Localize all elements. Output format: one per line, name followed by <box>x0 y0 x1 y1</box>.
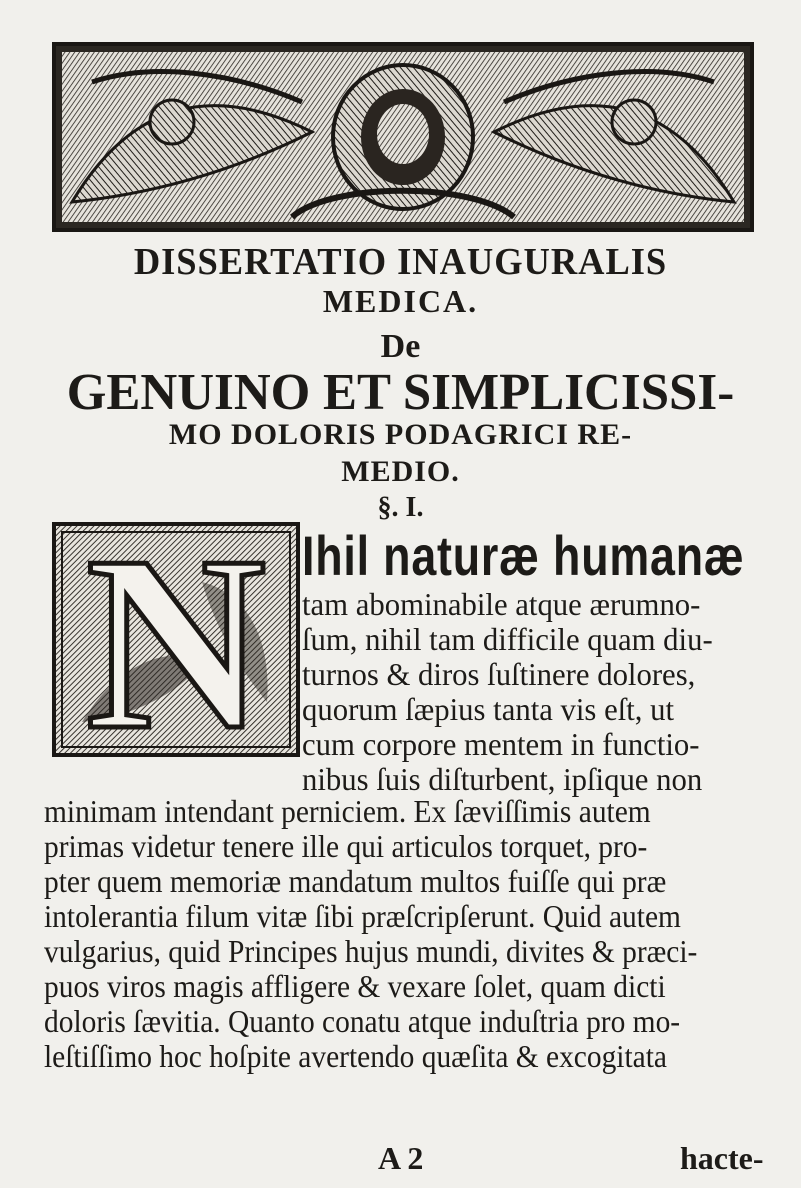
title-line-1: DISSERTATIO INAUGURALIS <box>133 241 668 283</box>
body-line: primas videtur tenere ille qui articulos torquet, pro- <box>44 828 648 864</box>
title-line-4: GENUINO ET SIMPLICISSI- <box>66 364 735 421</box>
title-line-5: MO DOLORIS PODAGRICI RE- <box>168 418 633 451</box>
body-line: quorum ſæpius tanta vis eſt, ut <box>302 691 675 727</box>
body-line: cum corpore mentem in functio- <box>302 726 700 762</box>
decorated-initial <box>52 522 300 757</box>
body-line: vulgarius, quid Principes hujus mundi, divites & præci- <box>44 933 698 969</box>
signature-mark: A 2 <box>378 1140 424 1176</box>
body-line: pter quem memoriæ mandatum multos fuiſſe qui præ <box>44 863 667 899</box>
section-heading: §. I. <box>377 492 424 523</box>
body-line: ſum, nihil tam difficile quam diu- <box>302 621 713 657</box>
body-line: minimam intendant perniciem. Ex ſæviſſimis autem <box>44 793 651 829</box>
catchword: hacte- <box>680 1140 764 1176</box>
body-line: turnos & diros ſuſtinere dolores, <box>302 656 696 692</box>
body-line: Ihil naturæ humanæ <box>302 524 745 587</box>
body-line: puos viros magis affligere & vexare ſolet, quam dicti <box>44 968 666 1004</box>
title-line-2: MEDICA. <box>322 283 479 319</box>
body-line: leſtiſſimo hoc hoſpite avertendo quæſita & excogitata <box>44 1038 667 1074</box>
title-line-6: MEDIO. <box>341 455 460 488</box>
body-line: doloris ſævitia. Quanto conatu atque induſtria pro mo- <box>44 1003 681 1039</box>
body-line: tam abominabile atque ærumno- <box>302 586 701 622</box>
body-line: nibus ſuis diſturbent, ipſique non <box>302 761 703 797</box>
initial-letter: N <box>85 522 267 757</box>
ornamental-headpiece <box>52 42 754 232</box>
title-line-3: De <box>380 328 421 365</box>
body-line: intolerantia filum vitæ ſibi præſcripſerunt. Quid autem <box>44 898 681 934</box>
